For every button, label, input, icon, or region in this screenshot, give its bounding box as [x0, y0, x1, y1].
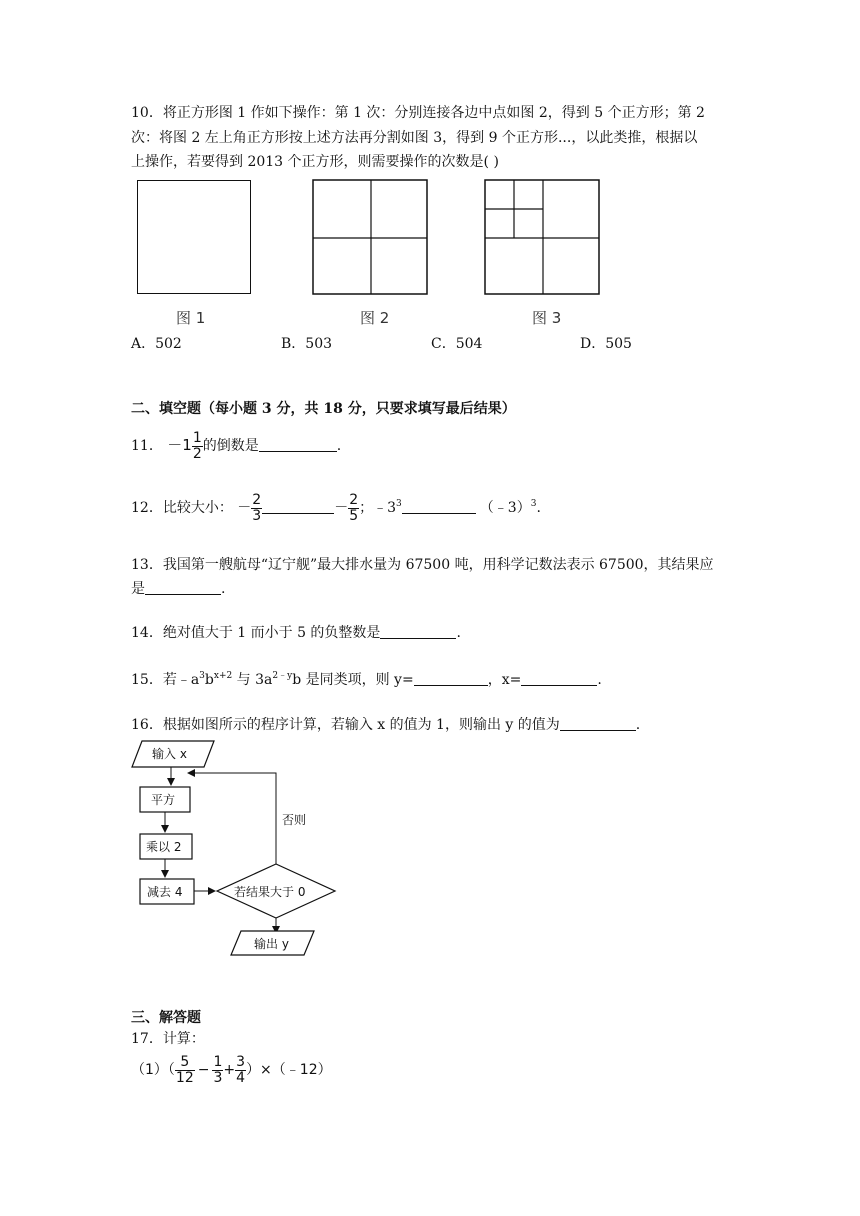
- option-b: B．503: [281, 336, 333, 352]
- flow-else-loop: [188, 773, 276, 864]
- q16-end: .: [635, 717, 641, 733]
- q11-blank[interactable]: [259, 437, 337, 452]
- q17-f1-den: 12: [175, 1069, 194, 1086]
- q15-b: b: [204, 672, 214, 688]
- q16: [131, 716, 640, 734]
- q12-b-num: 2: [349, 491, 359, 508]
- q12-a-sign: －: [237, 500, 252, 516]
- q12-fraction-b: [348, 493, 359, 524]
- q12-separator: ；: [359, 500, 374, 516]
- q12-end: .: [536, 500, 541, 516]
- q13-end: .: [221, 581, 226, 597]
- q17-fraction-3: [235, 1055, 246, 1086]
- option-a: A．502: [131, 336, 182, 352]
- flowchart: [128, 738, 348, 958]
- q13-prefix: 是: [131, 581, 145, 597]
- q11-neg-one: －1: [167, 436, 192, 454]
- q15-a-exponent: 3: [199, 671, 205, 681]
- q12-c-exponent: 3: [396, 499, 402, 509]
- q12-fraction-a: [251, 493, 262, 524]
- q17-title: 17．计算：: [131, 1031, 205, 1047]
- q15: [131, 671, 602, 689]
- q12-b-sign: －: [334, 500, 349, 516]
- q11-frac-num: 1: [192, 429, 202, 446]
- q17-minus: −: [197, 1062, 210, 1078]
- flow-square-label: 平方: [151, 793, 176, 807]
- q12-c: ﹣3: [373, 500, 397, 516]
- q12: [131, 491, 541, 525]
- q12-a-den: 3: [252, 507, 262, 524]
- q15-b-exponent: x+2: [213, 671, 233, 681]
- q12-blank-1[interactable]: [262, 499, 334, 514]
- q12-prefix: 12．比较大小：: [131, 500, 233, 516]
- flow-output-label: 输出 y: [254, 937, 289, 951]
- q10-line-2: 次：将图 2 左上角正方形按上述方法再分割如图 3，得到 9 个正方形...，以此类推，根据以: [131, 130, 698, 146]
- q17-f3-den: 4: [236, 1069, 246, 1086]
- figure-1-square: [137, 180, 251, 294]
- option-d: D．505: [580, 336, 632, 352]
- q13-line-2: [131, 580, 225, 598]
- q11-tail: 的倒数是: [202, 438, 259, 454]
- figure-3-label: 图 3: [532, 309, 562, 327]
- q17-plus: +: [223, 1062, 236, 1078]
- q13-line-1: 13．我国第一艘航母“辽宁舰”最大排水量为 67500 吨，用科学记数法表示 67500，其结果应: [131, 557, 714, 573]
- q15-blank-x[interactable]: [521, 671, 597, 686]
- flow-else-label: 否则: [282, 813, 307, 827]
- q10-line-3: 上操作，若要得到 2013 个正方形，则需要操作的次数是( ): [131, 154, 499, 170]
- q13-blank[interactable]: [145, 580, 221, 595]
- q14-end: .: [456, 625, 461, 641]
- q15-blank-y[interactable]: [414, 671, 488, 686]
- q17-f1-num: 5: [175, 1055, 195, 1071]
- q17-fraction-1: [175, 1055, 195, 1086]
- q10-line-1: 10．将正方形图 1 作如下操作：第 1 次：分别连接各边中点如图 2，得到 5 个正方形；第 2: [131, 105, 705, 121]
- q17-f2-num: 1: [213, 1053, 223, 1070]
- figure-3-square: [484, 179, 600, 295]
- q11-end: .: [336, 438, 342, 454]
- flow-input-label: 输入 x: [152, 747, 187, 761]
- section-2-title: 二、填空题（每小题 3 分，共 18 分，只要求填写最后结果）: [131, 401, 516, 417]
- figure-1-label: 图 1: [176, 309, 206, 327]
- flow-times2-label: 乘以 2: [146, 840, 182, 854]
- q11-fraction: [192, 431, 203, 462]
- q15-end: .: [597, 672, 602, 688]
- figure-2-square: [312, 179, 428, 295]
- q17-f3-num: 3: [236, 1053, 246, 1070]
- q14: [131, 624, 461, 642]
- q17-part-1: [131, 1052, 332, 1088]
- q11: [131, 428, 341, 463]
- q17-tail: ）×（﹣12）: [246, 1062, 332, 1078]
- q17-fraction-2: [212, 1055, 223, 1086]
- flow-condition-label: 若结果大于 0: [234, 885, 306, 899]
- q14-blank[interactable]: [380, 624, 456, 639]
- q16-text: 16．根据如图所示的程序计算，若输入 x 的值为 1，则输出 y 的值为: [131, 717, 560, 733]
- option-c: C．504: [431, 336, 483, 352]
- q15-b2: b 是同类项，则 y=: [292, 672, 414, 688]
- q15-comma: ，x=: [487, 672, 522, 688]
- q15-a2-exponent: 2﹣y: [272, 671, 293, 681]
- q15-prefix: 15．若﹣a: [131, 672, 200, 688]
- q11-frac-den: 2: [192, 445, 202, 462]
- figure-2-label: 图 2: [360, 309, 390, 327]
- q17-part-label: （1）（: [131, 1062, 175, 1078]
- section-3-title: 三、解答题: [131, 1010, 201, 1026]
- flow-minus4-label: 减去 4: [147, 885, 183, 899]
- q12-blank-2[interactable]: [402, 499, 476, 514]
- q12-d-exponent: 3: [530, 499, 537, 509]
- q12-a-num: 2: [252, 491, 262, 508]
- q11-number: 11．: [131, 438, 163, 454]
- q17-f2-den: 3: [213, 1069, 223, 1086]
- q15-mid: 与 3a: [232, 672, 273, 688]
- q14-text: 14．绝对值大于 1 而小于 5 的负整数是: [131, 625, 381, 641]
- q16-blank[interactable]: [560, 716, 636, 731]
- q12-d: （﹣3）: [479, 500, 531, 516]
- q12-b-den: 5: [349, 507, 359, 524]
